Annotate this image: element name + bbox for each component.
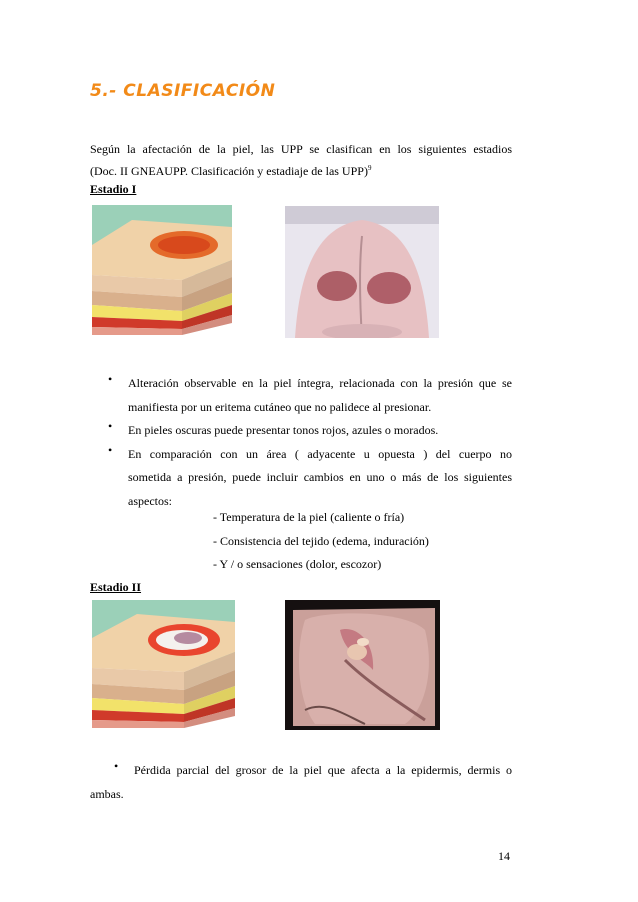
sub-item-consistency: - Consistencia del tejido (edema, induración) [213, 534, 429, 548]
footnote-ref: 9 [367, 164, 372, 172]
sub-item-sensations: - Y / o sensaciones (dolor, escozor) [213, 557, 382, 571]
list-item [90, 443, 512, 514]
bullet-icon: • [108, 372, 113, 386]
bullet-icon: • [108, 442, 113, 457]
list-item-text: En comparación con un área ( adyacente u opuesta ) del cuerpo no [128, 446, 512, 461]
list-item-text: ambas. [90, 786, 124, 801]
intro-line-2 [90, 160, 512, 179]
skin-layers-stage2-illustration [92, 600, 237, 730]
list-item-text: En pieles oscuras puede presentar tonos rojos, azules o morados. [128, 423, 439, 437]
list-item-text: aspectos: [128, 493, 172, 508]
list-item-text: sometida a presión, puede incluir cambios en uno o más de los siguientes [128, 470, 512, 484]
list-item [90, 372, 512, 419]
list-item-text: Alteración observable en la piel íntegra, relacionada con la presión que se [128, 376, 512, 390]
stage2-clinical-photo [285, 600, 440, 730]
list-item [90, 759, 512, 783]
skin-layers-stage1-illustration [92, 205, 234, 338]
section-title: 5.- CLASIFICACIÓN [90, 81, 276, 101]
sub-item-temperature: - Temperatura de la piel (caliente o fría) [213, 510, 405, 524]
list-item [90, 419, 512, 443]
page-number: 14 [498, 849, 510, 863]
intro-citation: (Doc. II GNEAUPP. Clasificación y estadiaje de las UPP) [90, 164, 368, 178]
stage1-title: Estadio I [90, 182, 137, 196]
list-item-text: Pérdida parcial del grosor de la piel que afecta a la epidermis, dermis o [134, 763, 512, 777]
bullet-icon: • [114, 759, 119, 773]
stage2-bullets [90, 759, 512, 806]
stage1-clinical-photo [285, 206, 439, 338]
stage2-title: Estadio II [90, 580, 142, 594]
list-item-text: manifiesta por un eritema cutáneo que no palidece al presionar. [128, 399, 432, 414]
bullet-icon: • [108, 419, 113, 433]
intro-line-1: Según la afectación de la piel, las UPP se clasifican en los siguientes estadios [90, 142, 512, 156]
stage1-bullets [90, 372, 512, 513]
